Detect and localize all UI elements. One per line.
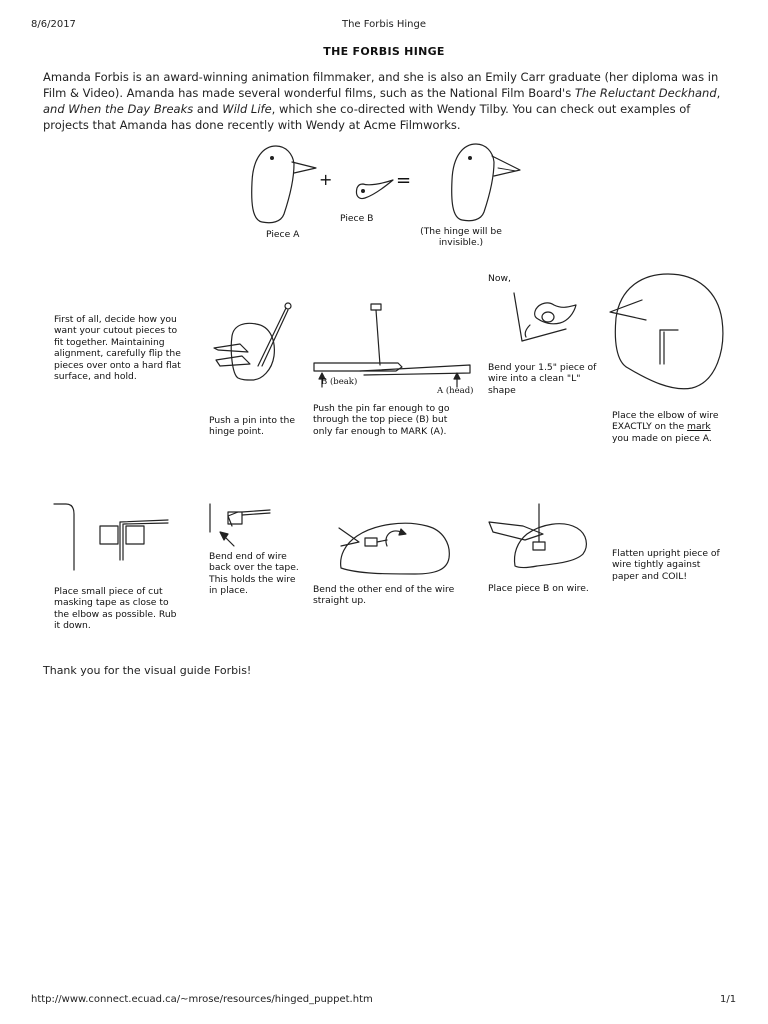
intro-text-2: , [716, 86, 721, 100]
footer-url[interactable]: http://www.connect.ecuad.ca/~mrose/resources/hinged_puppet.htm [31, 994, 373, 1005]
hinge-invisible-note: (The hinge will be invisible.) [420, 226, 502, 249]
step-9-text: Place piece B on wire. [488, 583, 589, 594]
film-title-reluctant-deckhand: The Reluctant Deckhand [574, 86, 717, 100]
intro-text-4: , which she co-directed with Wendy Tilby. You can check out examples of projects that Amanda has done recently with Wendy at Acme Filmworks. [43, 102, 691, 132]
step-5-text-after: you made on piece A. [612, 432, 712, 444]
piece-a-bird-drawing [248, 142, 328, 227]
piece-a-label: Piece A [266, 229, 300, 240]
label-a-head: A (head) [437, 386, 474, 396]
step-5-text-before: Place the elbow of wire EXACTLY on the [612, 410, 719, 433]
piece-b-beak-drawing [353, 176, 398, 206]
step-4-text: Bend your 1.5" piece of wire into a clean "L" shape [488, 362, 597, 396]
intro-text-1: Amanda Forbis is an award-winning animation filmmaker, and she is also an Emily Carr graduate (her diploma was in Film & Video). Amanda has made several wonderful films, such as the National Film Board's [43, 70, 719, 100]
step-3-side-view-drawing [310, 303, 475, 383]
page-title: THE FORBIS HINGE [323, 45, 445, 58]
step-2-pin-drawing [212, 300, 302, 385]
piece-b-label: Piece B [340, 213, 374, 224]
step-8-bend-up-drawing [335, 512, 455, 577]
step-8-text: Bend the other end of the wire straight up. [313, 584, 455, 607]
step-5-text [612, 410, 727, 444]
step-5-mark-word: mark [687, 421, 711, 433]
equals-sign: = [396, 170, 412, 191]
print-page-title: The Forbis Hinge [341, 19, 427, 30]
step-6-tape-drawing [50, 498, 180, 578]
film-title-wild-life: Wild Life [222, 102, 272, 116]
footer-page-number: 1/1 [720, 994, 737, 1005]
step-10-text: Flatten upright piece of wire tightly against paper and COIL! [612, 548, 720, 582]
thanks-note: Thank you for the visual guide Forbis! [43, 664, 252, 677]
film-title-when-the-day-breaks: and When the Day Breaks [43, 102, 194, 116]
label-b-beak: B (beak) [321, 377, 358, 387]
step-6-text: Place small piece of cut masking tape as close to the elbow as possible. Rub it down. [54, 586, 177, 632]
step-4-now-label: Now, [488, 273, 511, 284]
step-7-fold-wire-drawing [206, 502, 276, 552]
step-5-head-with-elbow-drawing [608, 270, 738, 400]
step-2-text: Push a pin into the hinge point. [209, 415, 296, 438]
intro-text-3: and [193, 102, 223, 116]
plus-sign: + [319, 170, 333, 189]
step-3-text: Push the pin far enough to go through the top piece (B) but only far enough to MARK (A). [313, 403, 450, 437]
step-9-place-piece-b-drawing [485, 500, 590, 570]
print-date: 8/6/2017 [31, 19, 76, 30]
step-7-text: Bend end of wire back over the tape. This holds the wire in place. [209, 551, 299, 597]
intro-paragraph [43, 69, 723, 133]
step-4-bend-wire-drawing [508, 285, 583, 355]
step-1-text: First of all, decide how you want your cutout pieces to fit together. Maintaining alignment, carefully flip the pieces over onto a hard flat surface, and hold. [54, 314, 181, 383]
combined-bird-drawing [448, 140, 528, 225]
